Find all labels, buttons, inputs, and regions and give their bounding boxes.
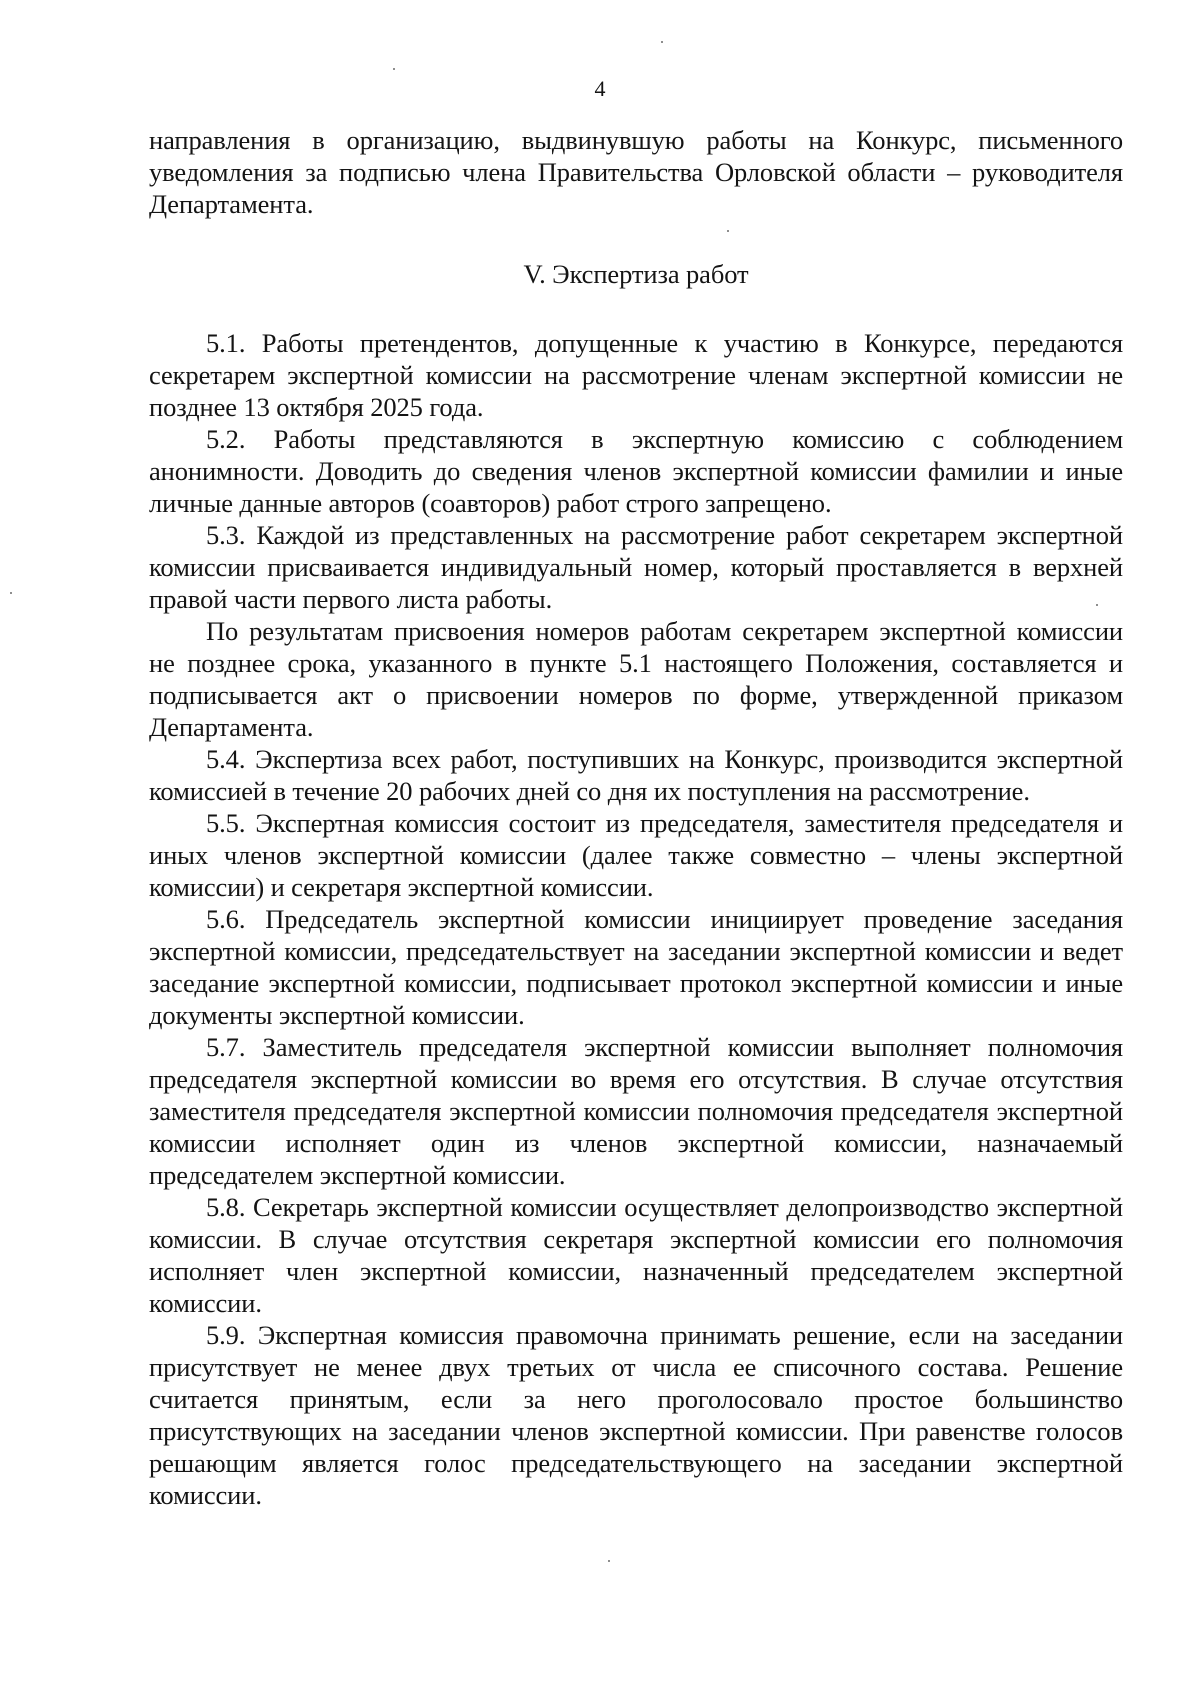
scan-speck — [661, 41, 663, 43]
paragraph-5-4: 5.4. Экспертиза всех работ, поступивших на Конкурс, производится экспертной комиссией в течение 20 рабочих дней со дня их поступления на рассмотрение. — [149, 744, 1123, 806]
paragraph-5-9: 5.9. Экспертная комиссия правомочна принимать решение, если на заседании присутствует не менее двух третьих от числа ее списочного состава. Решение считается принятым, если за него проголосовало простое большинство присутствующих на заседании членов экспертной комиссии. При равенстве голосов решающим является голос председательствующего на заседании экспертной комиссии. — [149, 1320, 1123, 1510]
paragraph-5-3-continued: По результатам присвоения номеров работам секретарем экспертной комиссии не позднее срока, указанного в пункте 5.1 настоящего Положения, составляется и подписывается акт о присвоении номеров по форме, утвержденной приказом Департамента. — [149, 616, 1123, 742]
paragraph-5-5: 5.5. Экспертная комиссия состоит из председателя, заместителя председателя и иных членов экспертной комиссии (далее также совместно – члены экспертной комиссии) и секретаря экспертной комиссии. — [149, 808, 1123, 902]
paragraph-5-8: 5.8. Секретарь экспертной комиссии осуществляет делопроизводство экспертной комиссии. В случае отсутствия секретаря экспертной комиссии его полномочия исполняет член экспертной комиссии, назначенный председателем экспертной комиссии. — [149, 1192, 1123, 1318]
paragraph-5-2: 5.2. Работы представляются в экспертную комиссию с соблюдением анонимности. Доводить до сведения членов экспертной комиссии фамилии и иные личные данные авторов (соавторов) работ строго запрещено. — [149, 424, 1123, 518]
paragraph-5-7: 5.7. Заместитель председателя экспертной комиссии выполняет полномочия председателя экспертной комиссии во время его отсутствия. В случае отсутствия заместителя председателя экспертной комиссии полномочия председателя экспертной комиссии исполняет один из членов экспертной комиссии, назначаемый председателем экспертной комиссии. — [149, 1032, 1123, 1190]
paragraph-5-6: 5.6. Председатель экспертной комиссии инициирует проведение заседания экспертной комиссии, председательствует на заседании экспертной комиссии и ведет заседание экспертной комиссии, подписывает протокол экспертной комиссии и иные документы экспертной комиссии. — [149, 904, 1123, 1030]
paragraph-5-3: 5.3. Каждой из представленных на рассмотрение работ секретарем экспертной комиссии присваивается индивидуальный номер, который проставляется в верхней правой части первого листа работы. — [149, 520, 1123, 614]
document-body — [149, 124, 1123, 1511]
section-heading: V. Экспертиза работ — [523, 259, 749, 289]
scan-speck — [10, 592, 12, 594]
intro-paragraph: направления в организацию, выдвинувшую работы на Конкурс, письменного уведомления за подписью члена Правительства Орловской области – руководителя Департамента. — [149, 125, 1123, 219]
paragraph-5-1: 5.1. Работы претендентов, допущенные к участию в Конкурсе, передаются секретарем экспертной комиссии на рассмотрение членам экспертной комиссии не позднее 13 октября 2025 года. — [149, 328, 1123, 422]
scan-speck — [393, 68, 395, 70]
scan-speck — [608, 1560, 610, 1562]
page-number: 4 — [594, 76, 606, 101]
